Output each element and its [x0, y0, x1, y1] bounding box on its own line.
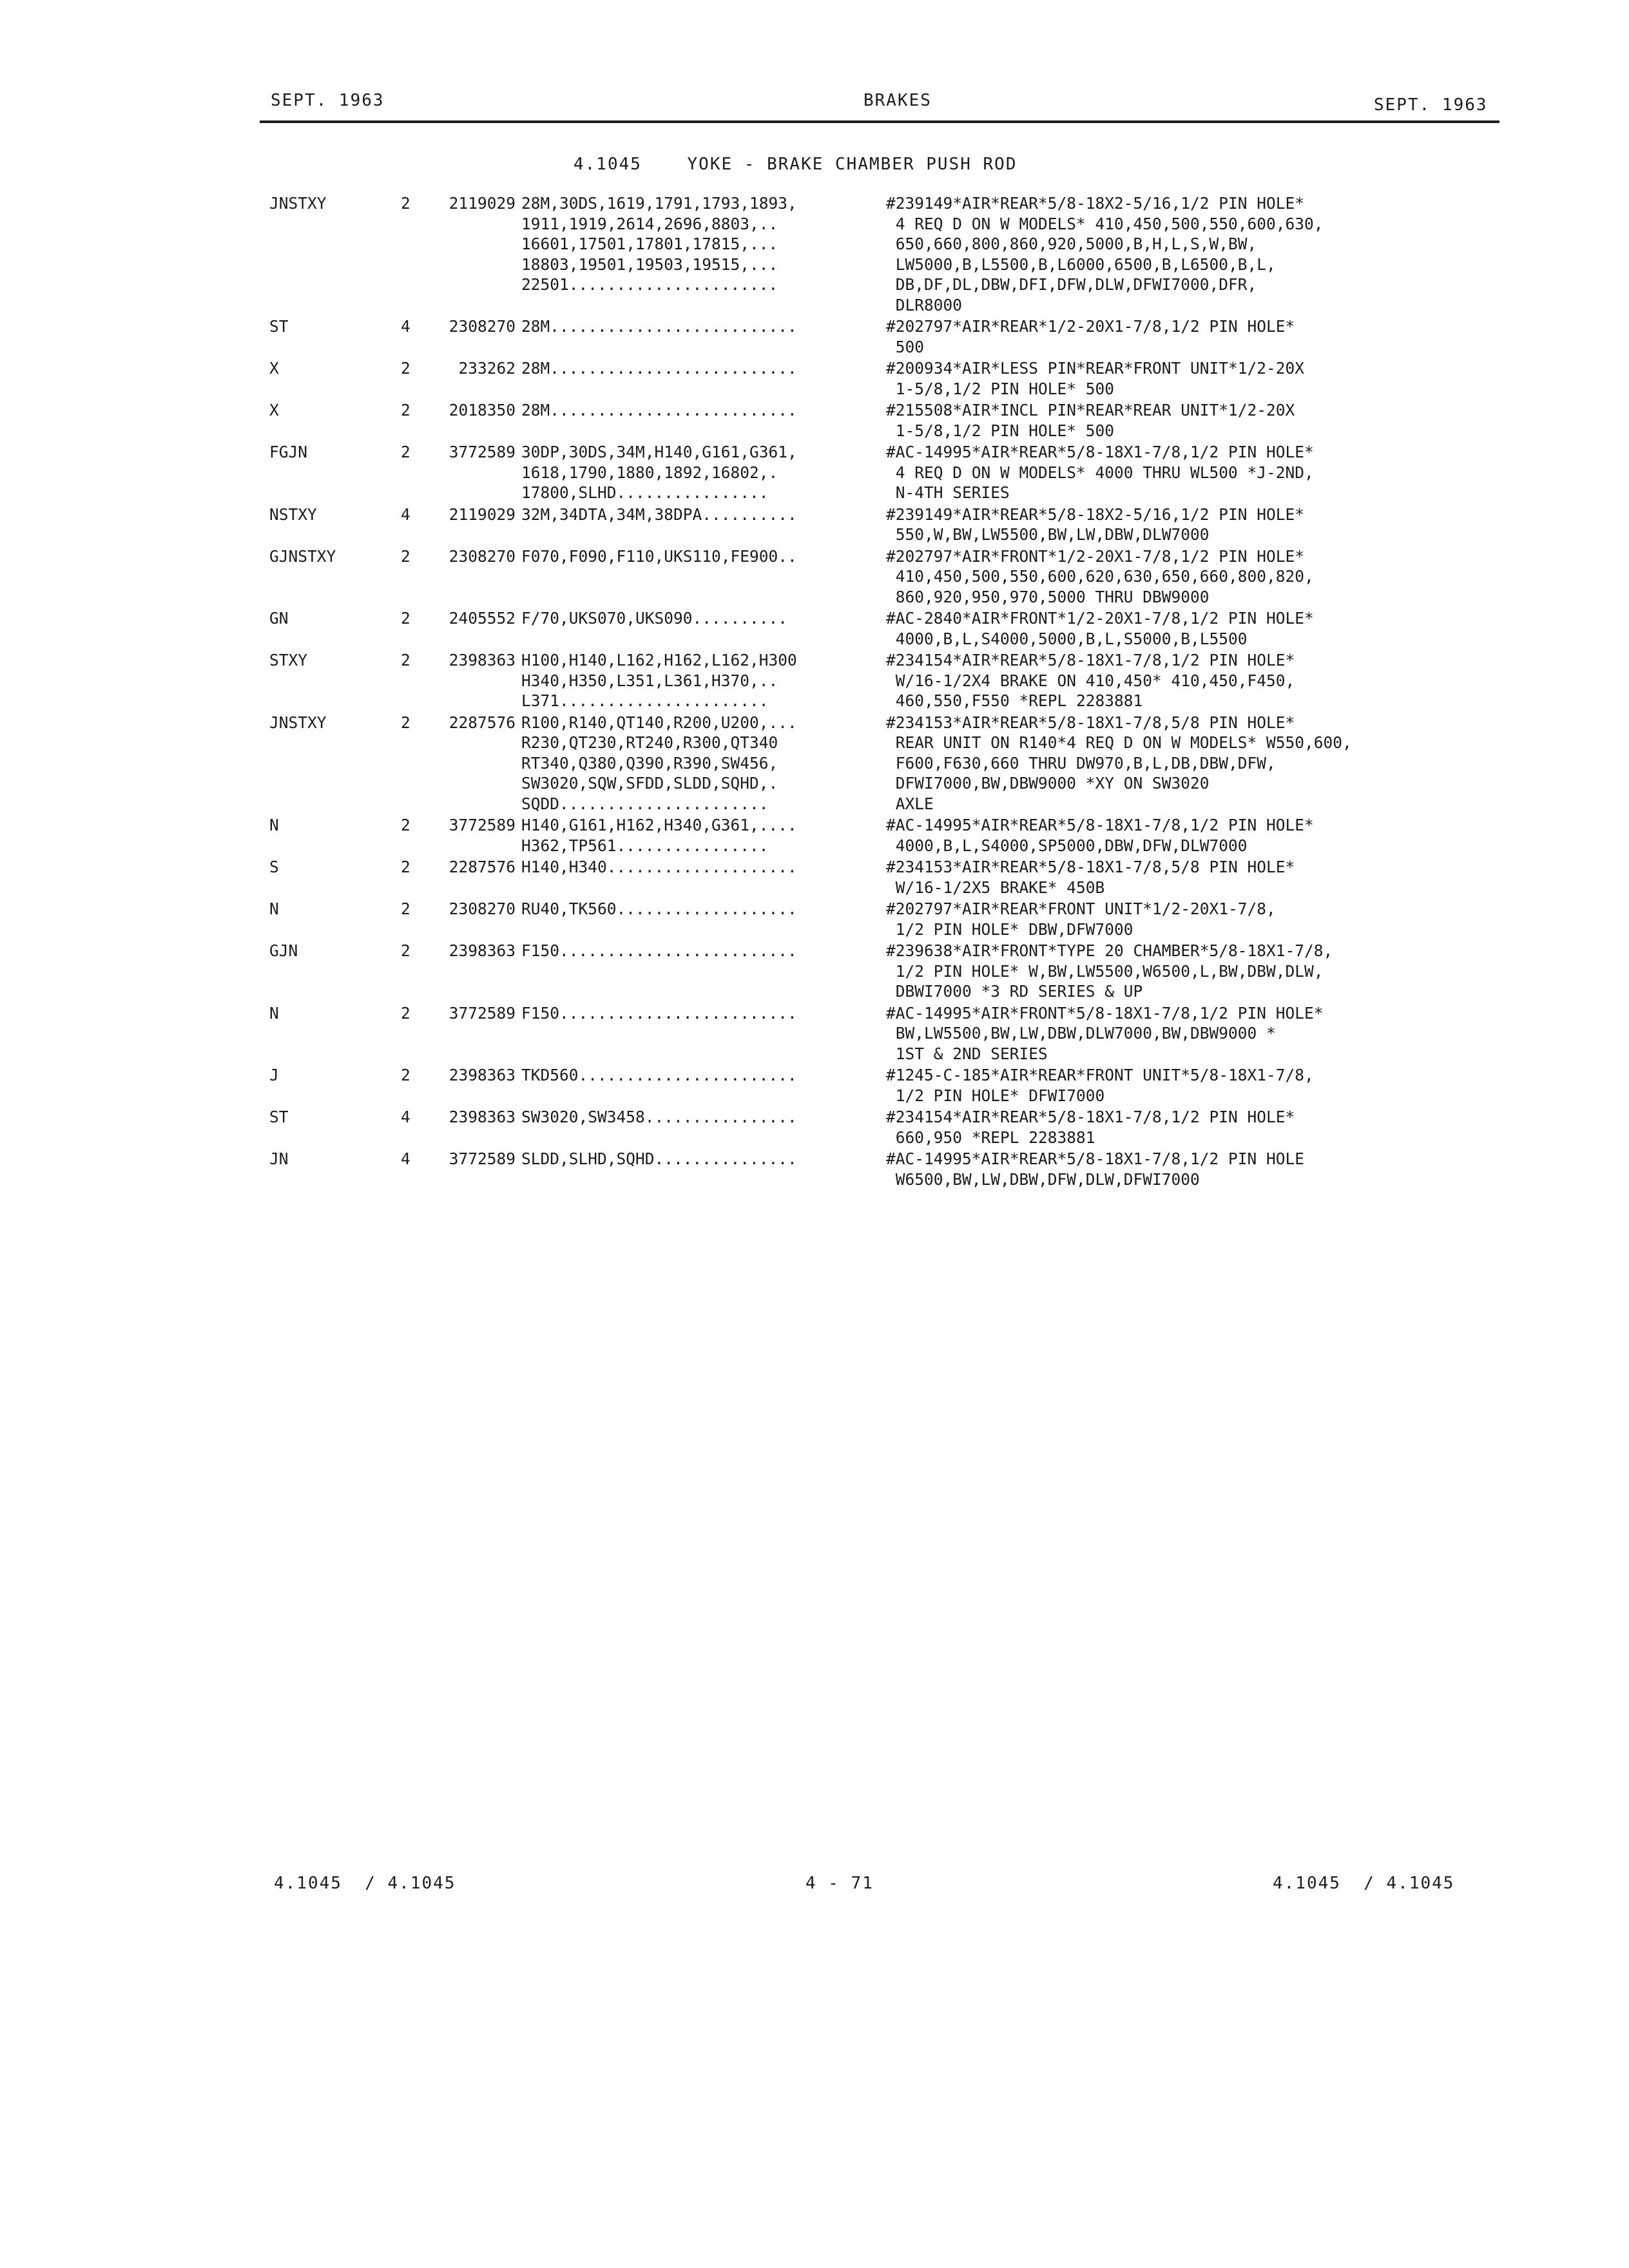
model-line: 28M,30DS,1619,1791,1793,1893, [521, 194, 797, 213]
model-line: SW3020,SW3458................ [521, 1108, 797, 1126]
quantity: 2 [401, 941, 410, 960]
series-codes: N [269, 1003, 279, 1023]
description-line: DLR8000 [886, 295, 963, 314]
model-list [521, 1065, 797, 1086]
description-line: 1-5/8,1/2 PIN HOLE* 500 [886, 379, 1115, 398]
description-line: 4 REQ D ON W MODELS* 410,450,500,550,600,630, [886, 214, 1324, 233]
parts-entry [0, 713, 1629, 816]
parts-entry [0, 899, 1629, 941]
description-line: #239638*AIR*FRONT*TYPE 20 CHAMBER*5/8-18X1-7/8, [886, 941, 1333, 960]
description-line: #AC-14995*AIR*REAR*5/8-18X1-7/8,1/2 PIN HOLE [886, 1149, 1305, 1168]
quantity: 2 [401, 899, 410, 918]
parts-entry [0, 316, 1629, 358]
header-date-left: SEPT. 1963 [271, 91, 385, 110]
part-description [886, 505, 1304, 545]
model-list [521, 1149, 797, 1169]
model-list [521, 857, 797, 878]
description-line: #1245-C-185*AIR*REAR*FRONT UNIT*5/8-18X1-7/8, [886, 1066, 1314, 1084]
part-description [886, 546, 1314, 608]
model-line: R230,QT230,RT240,R300,QT340 [521, 733, 778, 752]
model-line: 1618,1790,1880,1892,16802,. [521, 463, 778, 482]
description-line: DBWI7000 *3 RD SERIES & UP [886, 982, 1143, 1001]
part-number: 3772589 [448, 1003, 516, 1023]
model-list [521, 193, 797, 295]
part-number: 2287576 [448, 858, 516, 876]
description-line: #234153*AIR*REAR*5/8-18X1-7/8,5/8 PIN HOLE* [886, 858, 1295, 876]
quantity: 4 [401, 1108, 410, 1126]
model-line: SW3020,SQW,SFDD,SLDD,SQHD,. [521, 774, 778, 793]
series-codes: JNSTXY [269, 194, 327, 213]
quantity: 2 [401, 443, 410, 461]
description-line: 550,W,BW,LW5500,BW,LW,DBW,DLW7000 [886, 525, 1210, 544]
model-line: L371...................... [521, 691, 769, 710]
parts-entry [0, 1065, 1629, 1107]
description-line: 650,660,800,860,920,5000,B,H,L,S,W,BW, [886, 235, 1257, 253]
model-list [521, 505, 797, 525]
part-description [886, 358, 1304, 399]
parts-entry [0, 857, 1629, 899]
parts-entry [0, 546, 1629, 609]
description-line: #AC-14995*AIR*FRONT*5/8-18X1-7/8,1/2 PIN HOLE* [886, 1003, 1324, 1023]
series-codes: GJNSTXY [269, 546, 336, 566]
parts-entry [0, 193, 1629, 316]
parts-entry [0, 358, 1629, 400]
part-description [886, 193, 1324, 315]
model-list [521, 941, 797, 961]
quantity: 2 [401, 816, 410, 834]
part-number: 2398363 [448, 651, 516, 669]
part-description [886, 1065, 1314, 1106]
model-list [521, 650, 797, 711]
model-line: H140,G161,H162,H340,G361,.... [521, 816, 797, 834]
part-number: 2308270 [448, 546, 516, 566]
footer-ref-left: 4.1045 / 4.1045 [274, 1874, 456, 1893]
part-description [886, 608, 1314, 649]
part-number: 3772589 [448, 443, 516, 461]
series-codes: NSTXY [269, 505, 317, 524]
description-line: 660,950 *REPL 2283881 [886, 1128, 1095, 1147]
model-list [521, 1003, 797, 1024]
quantity: 4 [401, 1149, 410, 1168]
description-line: F600,F630,660 THRU DW970,B,L,DB,DBW,DFW, [886, 753, 1276, 773]
description-line: #AC-2840*AIR*FRONT*1/2-20X1-7/8,1/2 PIN HOLE* [886, 609, 1314, 628]
description-line: W6500,BW,LW,DBW,DFW,DLW,DFWI7000 [886, 1169, 1200, 1189]
model-list [521, 899, 797, 919]
description-line: 4 REQ D ON W MODELS* 4000 THRU WL500 *J-2ND, [886, 463, 1314, 482]
part-number: 2308270 [448, 317, 516, 336]
model-line: R100,R140,QT140,R200,U200,... [521, 713, 797, 732]
part-number: 233262 [458, 359, 516, 378]
description-line: 860,920,950,970,5000 THRU DBW9000 [886, 587, 1210, 606]
model-line: F150......................... [521, 941, 797, 960]
model-line: F/70,UKS070,UKS090.......... [521, 609, 788, 628]
part-description [886, 316, 1295, 357]
description-line: 1/2 PIN HOLE* W,BW,LW5500,W6500,L,BW,DBW,DLW, [886, 961, 1324, 981]
header-date-right: SEPT. 1963 [1374, 95, 1488, 115]
part-description [886, 899, 1276, 939]
model-list [521, 713, 797, 814]
description-line: DFWI7000,BW,DBW9000 *XY ON SW3020 [886, 774, 1210, 793]
model-line: RT340,Q380,Q390,R390,SW456, [521, 753, 778, 773]
description-line: 4000,B,L,S4000,SP5000,DBW,DFW,DLW7000 [886, 836, 1248, 855]
model-line: 1911,1919,2614,2696,8803,.. [521, 214, 778, 233]
series-codes: JN [269, 1149, 289, 1168]
model-list [521, 1107, 797, 1128]
model-line: H140,H340.................... [521, 858, 797, 876]
parts-entry [0, 1149, 1629, 1191]
quantity: 2 [401, 651, 410, 669]
description-line: LW5000,B,L5500,B,L6000,6500,B,L6500,B,L, [886, 255, 1276, 274]
model-list [521, 400, 797, 421]
description-line: W/16-1/2X4 BRAKE ON 410,450* 410,450,F450, [886, 671, 1295, 690]
part-description [886, 713, 1352, 814]
part-description [886, 442, 1314, 503]
description-line: #202797*AIR*REAR*FRONT UNIT*1/2-20X1-7/8, [886, 899, 1276, 918]
series-codes: JNSTXY [269, 713, 327, 732]
part-number: 3772589 [448, 816, 516, 834]
part-number: 2398363 [448, 1066, 516, 1084]
description-line: 500 [886, 337, 925, 356]
model-line: 22501...................... [521, 275, 778, 294]
part-description [886, 1149, 1304, 1189]
series-codes: J [269, 1066, 279, 1084]
description-line: W/16-1/2X5 BRAKE* 450B [886, 878, 1105, 897]
quantity: 2 [401, 858, 410, 876]
model-line: 32M,34DTA,34M,38DPA.......... [521, 505, 797, 524]
description-line: #AC-14995*AIR*REAR*5/8-18X1-7/8,1/2 PIN HOLE* [886, 816, 1314, 834]
quantity: 2 [401, 1003, 410, 1023]
description-line: #AC-14995*AIR*REAR*5/8-18X1-7/8,1/2 PIN HOLE* [886, 443, 1314, 461]
series-codes: X [269, 401, 279, 419]
model-line: 18803,19501,19503,19515,... [521, 255, 778, 274]
model-list [521, 608, 787, 629]
parts-entry [0, 1107, 1629, 1149]
parts-entry [0, 1003, 1629, 1066]
part-number: 2398363 [448, 941, 516, 960]
page-number: 4 - 71 [805, 1874, 874, 1893]
description-line: #215508*AIR*INCL PIN*REAR*REAR UNIT*1/2-20X [886, 401, 1295, 419]
description-line: DB,DF,DL,DBW,DFI,DFW,DLW,DFWI7000,DFR, [886, 275, 1257, 294]
model-line: 30DP,30DS,34M,H140,G161,G361, [521, 443, 797, 461]
series-codes: GN [269, 609, 289, 628]
model-line: 28M.......................... [521, 401, 797, 419]
part-number: 3772589 [448, 1149, 516, 1168]
description-line: #234154*AIR*REAR*5/8-18X1-7/8,1/2 PIN HOLE* [886, 651, 1295, 669]
series-codes: X [269, 359, 279, 378]
description-line: 460,550,F550 *REPL 2283881 [886, 691, 1143, 710]
description-line: 1/2 PIN HOLE* DBW,DFW7000 [886, 919, 1133, 939]
description-line: 1/2 PIN HOLE* DFWI7000 [886, 1086, 1105, 1105]
part-number: 2398363 [448, 1108, 516, 1126]
parts-entry [0, 941, 1629, 1003]
model-line: RU40,TK560................... [521, 899, 797, 918]
part-description [886, 650, 1295, 711]
parts-list [0, 193, 1629, 1191]
description-line: REAR UNIT ON R140*4 REQ D ON W MODELS* W550,600, [886, 733, 1352, 752]
description-line: #239149*AIR*REAR*5/8-18X2-5/16,1/2 PIN HOLE* [886, 505, 1305, 524]
quantity: 2 [401, 609, 410, 628]
section-title: 4.1045 YOKE - BRAKE CHAMBER PUSH ROD [574, 155, 1017, 174]
part-number: 2119029 [448, 194, 516, 213]
part-description [886, 857, 1295, 898]
part-description [886, 815, 1314, 856]
description-line: 410,450,500,550,600,620,630,650,660,800,820, [886, 567, 1314, 586]
description-line: 4000,B,L,S4000,5000,B,L,S5000,B,L5500 [886, 629, 1248, 648]
part-number: 2308270 [448, 899, 516, 918]
series-codes: STXY [269, 651, 308, 669]
model-list [521, 815, 797, 856]
series-codes: FGJN [269, 443, 308, 461]
quantity: 2 [401, 713, 410, 732]
description-line: 1ST & 2ND SERIES [886, 1044, 1048, 1063]
model-line: H362,TP561................ [521, 836, 769, 855]
parts-entry [0, 650, 1629, 713]
quantity: 4 [401, 505, 410, 524]
parts-entry [0, 505, 1629, 546]
description-line: 1-5/8,1/2 PIN HOLE* 500 [886, 421, 1115, 440]
part-number: 2018350 [448, 401, 516, 419]
series-codes: N [269, 899, 279, 918]
model-line: 16601,17501,17801,17815,... [521, 235, 778, 253]
quantity: 2 [401, 401, 410, 419]
part-number: 2287576 [448, 713, 516, 732]
quantity: 2 [401, 359, 410, 378]
part-description [886, 400, 1295, 441]
series-codes: ST [269, 1108, 289, 1126]
header-section-name: BRAKES [863, 91, 932, 110]
model-line: H100,H140,L162,H162,L162,H300 [521, 651, 797, 669]
quantity: 2 [401, 1066, 410, 1084]
part-number: 2119029 [448, 505, 516, 524]
model-line: H340,H350,L351,L361,H370,.. [521, 671, 778, 690]
model-list [521, 546, 797, 567]
series-codes: GJN [269, 941, 298, 960]
description-line: #239149*AIR*REAR*5/8-18X2-5/16,1/2 PIN HOLE* [886, 194, 1305, 213]
quantity: 2 [401, 546, 410, 566]
model-line: F150......................... [521, 1003, 797, 1023]
part-description [886, 1003, 1324, 1064]
model-line: SQDD...................... [521, 794, 769, 813]
model-line: F070,F090,F110,UKS110,FE900.. [521, 546, 797, 566]
model-line: 28M.......................... [521, 359, 797, 378]
part-description [886, 941, 1333, 1002]
model-line: TKD560....................... [521, 1066, 797, 1084]
description-line: AXLE [886, 794, 934, 813]
description-line: #202797*AIR*REAR*1/2-20X1-7/8,1/2 PIN HOLE* [886, 317, 1295, 336]
description-line: BW,LW5500,BW,LW,DBW,DLW7000,BW,DBW9000 * [886, 1024, 1276, 1043]
description-line: #202797*AIR*FRONT*1/2-20X1-7/8,1/2 PIN HOLE* [886, 546, 1305, 566]
parts-entry [0, 400, 1629, 442]
description-line: N-4TH SERIES [886, 483, 1010, 502]
footer-ref-right: 4.1045 / 4.1045 [1273, 1874, 1455, 1893]
series-codes: S [269, 858, 279, 876]
series-codes: N [269, 816, 279, 834]
parts-entry [0, 442, 1629, 505]
model-line: SLDD,SLHD,SQHD............... [521, 1149, 797, 1168]
model-list [521, 358, 797, 379]
description-line: #234154*AIR*REAR*5/8-18X1-7/8,1/2 PIN HOLE* [886, 1108, 1295, 1126]
description-line: #234153*AIR*REAR*5/8-18X1-7/8,5/8 PIN HOLE* [886, 713, 1295, 732]
quantity: 4 [401, 317, 410, 336]
quantity: 2 [401, 194, 410, 213]
model-list [521, 442, 797, 503]
series-codes: ST [269, 317, 289, 336]
parts-entry [0, 815, 1629, 857]
model-list [521, 316, 797, 337]
parts-entry [0, 608, 1629, 650]
part-description [886, 1107, 1295, 1148]
model-line: 17800,SLHD................ [521, 483, 769, 502]
model-line: 28M.......................... [521, 317, 797, 336]
part-number: 2405552 [448, 609, 516, 628]
description-line: #200934*AIR*LESS PIN*REAR*FRONT UNIT*1/2-20X [886, 359, 1305, 378]
header-rule [260, 120, 1499, 123]
